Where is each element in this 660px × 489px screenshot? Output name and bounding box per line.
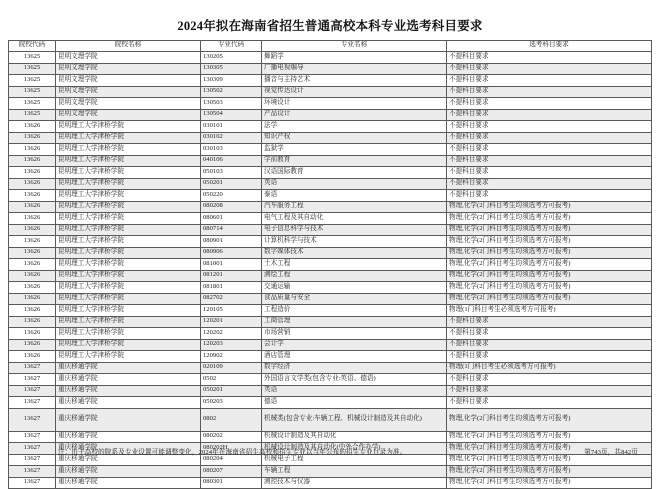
- cell-major-code: 080208: [201, 201, 262, 213]
- cell-major-name: 计算机科学与技术: [262, 236, 447, 248]
- cell-major-code: 050103: [201, 167, 262, 179]
- cell-major-code: 130205: [201, 52, 262, 64]
- cell-college-code: 13627: [9, 443, 56, 455]
- cell-requirement: 不提科目要求: [447, 132, 652, 144]
- table-row: [9, 328, 652, 340]
- page-title: 2024年拟在海南省招生普通高校本科专业选考科目要求: [177, 19, 483, 33]
- table-row: [9, 98, 652, 110]
- cell-major-code: 020109: [201, 362, 262, 374]
- cell-major-name: 外国语言文学类(包含专业:英语、德语): [262, 374, 447, 386]
- column-header-college-code: 院校代码: [9, 40, 56, 52]
- cell-major-code: 030101: [201, 121, 262, 133]
- cell-requirement: 不提科目要求: [447, 178, 652, 190]
- table-row: [9, 167, 652, 179]
- cell-college-code: 13626: [9, 270, 56, 282]
- table-row: [9, 351, 652, 363]
- cell-college-name: 昆明理工大学津桥学院: [56, 224, 201, 236]
- cell-college-name: 重庆移通学院: [56, 362, 201, 374]
- cell-requirement: 不提科目要求: [447, 155, 652, 167]
- cell-college-code: 13626: [9, 155, 56, 167]
- cell-college-name: 昆明理工大学津桥学院: [56, 305, 201, 317]
- cell-college-name: 昆明理工大学津桥学院: [56, 328, 201, 340]
- table-row: [9, 52, 652, 64]
- cell-college-code: 13626: [9, 351, 56, 363]
- cell-college-code: 13627: [9, 397, 56, 409]
- cell-major-code: 120202: [201, 328, 262, 340]
- table-row: [9, 477, 652, 489]
- cell-college-code: 13626: [9, 282, 56, 294]
- cell-college-code: 13626: [9, 316, 56, 328]
- cell-requirement: 物理,化学(2门科目考生均须选考方可报考): [447, 259, 652, 271]
- column-header-requirement: 选考科目要求: [447, 40, 652, 52]
- cell-major-code: 120105: [201, 305, 262, 317]
- cell-major-name: 法学: [262, 121, 447, 133]
- cell-college-name: 昆明理工大学津桥学院: [56, 339, 201, 351]
- table-row: [9, 247, 652, 259]
- cell-requirement: 不提科目要求: [447, 52, 652, 64]
- cell-college-code: 13626: [9, 201, 56, 213]
- cell-major-code: 081801: [201, 282, 262, 294]
- table-row: [9, 362, 652, 374]
- cell-major-name: 土木工程: [262, 259, 447, 271]
- cell-college-name: 昆明理工大学津桥学院: [56, 121, 201, 133]
- cell-requirement: 不提科目要求: [447, 397, 652, 409]
- column-header-major-code: 专业代码: [201, 40, 262, 52]
- cell-college-name: 昆明文理学院: [56, 75, 201, 87]
- cell-major-name: 机械设计制造及其自动化: [262, 431, 447, 443]
- table-row: [9, 63, 652, 75]
- cell-requirement: 不提科目要求: [447, 316, 652, 328]
- cell-college-code: 13627: [9, 466, 56, 478]
- cell-major-code: 120201: [201, 316, 262, 328]
- cell-requirement: 不提科目要求: [447, 86, 652, 98]
- cell-major-name: 数字经济: [262, 362, 447, 374]
- cell-requirement: 不提科目要求: [447, 63, 652, 75]
- cell-college-code: 13626: [9, 132, 56, 144]
- cell-college-code: 13626: [9, 190, 56, 202]
- cell-major-name: 视觉传达设计: [262, 86, 447, 98]
- cell-requirement: 物理,化学(2门科目考生均须选考方可报考): [447, 247, 652, 259]
- cell-college-name: 重庆移通学院: [56, 477, 201, 489]
- cell-major-name: 英语: [262, 385, 447, 397]
- cell-college-name: 昆明理工大学津桥学院: [56, 144, 201, 156]
- cell-requirement: 不提科目要求: [447, 385, 652, 397]
- cell-college-code: 13626: [9, 167, 56, 179]
- cell-major-name: 食品质量与安全: [262, 293, 447, 305]
- column-header-major-name: 专业名称: [262, 40, 447, 52]
- cell-college-code: 13626: [9, 259, 56, 271]
- cell-college-code: 13627: [9, 454, 56, 466]
- cell-requirement: 不提科目要求: [447, 75, 652, 87]
- cell-college-name: 昆明文理学院: [56, 109, 201, 121]
- cell-major-code: 081001: [201, 259, 262, 271]
- cell-college-code: 13626: [9, 247, 56, 259]
- cell-college-name: 昆明理工大学津桥学院: [56, 316, 201, 328]
- table-row: [9, 132, 652, 144]
- table-row: [9, 431, 652, 443]
- cell-college-name: 昆明理工大学津桥学院: [56, 167, 201, 179]
- table-row: [9, 316, 652, 328]
- cell-requirement: 物理,化学(2门科目考生均须选考方可报考): [447, 270, 652, 282]
- cell-major-name: 产品设计: [262, 109, 447, 121]
- cell-major-code: 130503: [201, 98, 262, 110]
- cell-college-name: 昆明理工大学津桥学院: [56, 259, 201, 271]
- cell-requirement: 不提科目要求: [447, 121, 652, 133]
- major-requirements-table: [8, 40, 652, 489]
- cell-requirement: 不提科目要求: [447, 190, 652, 202]
- table-header-row: [9, 40, 652, 52]
- cell-major-name: 知识产权: [262, 132, 447, 144]
- cell-college-code: 13627: [9, 408, 56, 431]
- cell-college-code: 13626: [9, 328, 56, 340]
- cell-requirement: 物理,化学(2门科目考生均须选考方可报考): [447, 443, 652, 455]
- cell-college-name: 昆明理工大学津桥学院: [56, 247, 201, 259]
- cell-major-name: 市场营销: [262, 328, 447, 340]
- cell-college-code: 13625: [9, 86, 56, 98]
- table-row: [9, 374, 652, 386]
- cell-major-code: 130502: [201, 86, 262, 98]
- cell-requirement: 不提科目要求: [447, 328, 652, 340]
- table-row: [9, 408, 652, 431]
- cell-requirement: 不提科目要求: [447, 109, 652, 121]
- cell-major-code: 080207: [201, 466, 262, 478]
- cell-requirement: 物理,化学(2门科目考生均须选考方可报考): [447, 477, 652, 489]
- cell-major-name: 环境设计: [262, 98, 447, 110]
- cell-college-name: 昆明理工大学津桥学院: [56, 178, 201, 190]
- table-row: [9, 201, 652, 213]
- cell-requirement: 物理(1门科目考生必须选考方可报考): [447, 305, 652, 317]
- table-row: [9, 293, 652, 305]
- cell-major-name: 交通运输: [262, 282, 447, 294]
- cell-major-name: 泰语: [262, 190, 447, 202]
- cell-major-name: 机械电子工程: [262, 454, 447, 466]
- cell-major-name: 酒店管理: [262, 351, 447, 363]
- table-row: [9, 121, 652, 133]
- cell-major-code: 050201: [201, 178, 262, 190]
- cell-college-name: 昆明文理学院: [56, 86, 201, 98]
- table-row: [9, 190, 652, 202]
- cell-requirement: 物理,化学(2门科目考生均须选考方可报考): [447, 431, 652, 443]
- cell-major-code: 130305: [201, 63, 262, 75]
- cell-college-code: 13627: [9, 477, 56, 489]
- cell-college-name: 重庆移通学院: [56, 431, 201, 443]
- cell-major-code: 120902: [201, 351, 262, 363]
- cell-requirement: 不提科目要求: [447, 167, 652, 179]
- table-row: [9, 339, 652, 351]
- cell-college-name: 昆明理工大学津桥学院: [56, 270, 201, 282]
- cell-college-code: 13626: [9, 144, 56, 156]
- page-footer: [0, 446, 660, 456]
- table-row: [9, 305, 652, 317]
- cell-college-code: 13626: [9, 339, 56, 351]
- cell-major-code: 081201: [201, 270, 262, 282]
- cell-college-code: 13625: [9, 98, 56, 110]
- cell-college-name: 昆明理工大学津桥学院: [56, 190, 201, 202]
- cell-college-name: 昆明理工大学津桥学院: [56, 236, 201, 248]
- cell-college-code: 13625: [9, 109, 56, 121]
- cell-college-name: 昆明理工大学津桥学院: [56, 201, 201, 213]
- cell-college-name: 昆明理工大学津桥学院: [56, 155, 201, 167]
- table-row: [9, 213, 652, 225]
- cell-requirement: 物理,化学(2门科目考生均须选考方可报考): [447, 201, 652, 213]
- cell-college-code: 13627: [9, 374, 56, 386]
- cell-major-name: 车辆工程: [262, 466, 447, 478]
- cell-college-name: 昆明理工大学津桥学院: [56, 213, 201, 225]
- cell-college-code: 13626: [9, 213, 56, 225]
- cell-major-name: 播音与主持艺术: [262, 75, 447, 87]
- table-row: [9, 155, 652, 167]
- cell-college-name: 昆明文理学院: [56, 52, 201, 64]
- cell-major-name: 工程造价: [262, 305, 447, 317]
- cell-major-name: 汉语国际教育: [262, 167, 447, 179]
- cell-major-name: 数字媒体技术: [262, 247, 447, 259]
- table-row: [9, 144, 652, 156]
- footer-note: 注：由于高校的院系及专业设置可能调整变化，2024年在海南省招生高校和招生专业以当年公布的招生专业目录为准。: [58, 449, 407, 456]
- cell-major-name: 机械设计制造及其自动化(中外合作办学): [262, 443, 447, 455]
- cell-major-code: 130504: [201, 109, 262, 121]
- cell-requirement: 物理,化学(2门科目考生均须选考方可报考): [447, 466, 652, 478]
- cell-major-code: 040106: [201, 155, 262, 167]
- cell-major-code: 080901: [201, 236, 262, 248]
- cell-college-name: 重庆移通学院: [56, 385, 201, 397]
- cell-requirement: 不提科目要求: [447, 339, 652, 351]
- cell-college-name: 昆明理工大学津桥学院: [56, 282, 201, 294]
- table-row: [9, 466, 652, 478]
- cell-major-code: 080202: [201, 431, 262, 443]
- table-header: [9, 40, 652, 52]
- cell-college-code: 13626: [9, 305, 56, 317]
- cell-college-code: 13627: [9, 362, 56, 374]
- table-body: [9, 52, 652, 489]
- cell-college-code: 13626: [9, 293, 56, 305]
- column-header-college-name: 院校名称: [56, 40, 201, 52]
- table-row: [9, 259, 652, 271]
- cell-college-code: 13627: [9, 385, 56, 397]
- cell-requirement: 物理(1门科目考生必须选考方可报考): [447, 362, 652, 374]
- cell-college-name: 重庆移通学院: [56, 466, 201, 478]
- cell-major-name: 测绘工程: [262, 270, 447, 282]
- table-row: [9, 397, 652, 409]
- cell-major-name: 测控技术与仪器: [262, 477, 447, 489]
- cell-major-code: 130309: [201, 75, 262, 87]
- table-row: [9, 86, 652, 98]
- table-container: [0, 40, 660, 489]
- cell-major-name: 德语: [262, 397, 447, 409]
- cell-requirement: 物理,化学(2门科目考生均须选考方可报考): [447, 408, 652, 431]
- cell-major-code: 080301: [201, 477, 262, 489]
- cell-major-code: 0502: [201, 374, 262, 386]
- cell-college-code: 13626: [9, 121, 56, 133]
- cell-major-code: 030103: [201, 144, 262, 156]
- cell-major-code: 080204: [201, 454, 262, 466]
- cell-requirement: 物理,化学(2门科目考生均须选考方可报考): [447, 293, 652, 305]
- cell-requirement: 物理,化学(2门科目考生均须选考方可报考): [447, 454, 652, 466]
- cell-college-name: 昆明文理学院: [56, 63, 201, 75]
- cell-major-name: 工商管理: [262, 316, 447, 328]
- cell-requirement: 物理,化学(2门科目考生均须选考方可报考): [447, 236, 652, 248]
- cell-major-name: 机械类(包含专业:车辆工程、机械设计制造及其自动化): [262, 408, 447, 431]
- cell-requirement: 物理,化学(2门科目考生均须选考方可报考): [447, 282, 652, 294]
- table-row: [9, 178, 652, 190]
- cell-college-name: 昆明文理学院: [56, 98, 201, 110]
- table-row: [9, 224, 652, 236]
- cell-college-code: 13625: [9, 63, 56, 75]
- cell-major-name: 学前教育: [262, 155, 447, 167]
- cell-major-name: 英语: [262, 178, 447, 190]
- cell-major-name: 广播电视编导: [262, 63, 447, 75]
- cell-major-name: 舞蹈学: [262, 52, 447, 64]
- cell-requirement: 物理,化学(2门科目考生均须选考方可报考): [447, 213, 652, 225]
- table-row: [9, 270, 652, 282]
- cell-major-code: 080601: [201, 213, 262, 225]
- cell-major-code: 080906: [201, 247, 262, 259]
- table-row: [9, 75, 652, 87]
- cell-major-name: 汽车服务工程: [262, 201, 447, 213]
- cell-major-code: 120203: [201, 339, 262, 351]
- cell-major-name: 会计学: [262, 339, 447, 351]
- cell-requirement: 不提科目要求: [447, 98, 652, 110]
- cell-major-code: 082702: [201, 293, 262, 305]
- cell-college-code: 13625: [9, 52, 56, 64]
- cell-college-name: 重庆移通学院: [56, 374, 201, 386]
- cell-college-name: 重庆移通学院: [56, 397, 201, 409]
- cell-college-name: 昆明理工大学津桥学院: [56, 293, 201, 305]
- cell-college-code: 13625: [9, 75, 56, 87]
- cell-requirement: 不提科目要求: [447, 374, 652, 386]
- table-row: [9, 236, 652, 248]
- cell-major-code: 0802: [201, 408, 262, 431]
- cell-college-code: 13626: [9, 236, 56, 248]
- footer-page-number: 第743页，共842页: [584, 449, 638, 456]
- table-row: [9, 109, 652, 121]
- cell-major-code: 080202H: [201, 443, 262, 455]
- cell-major-code: 050203: [201, 397, 262, 409]
- cell-major-code: 030102: [201, 132, 262, 144]
- table-row: [9, 282, 652, 294]
- cell-requirement: 不提科目要求: [447, 144, 652, 156]
- cell-requirement: 不提科目要求: [447, 351, 652, 363]
- cell-requirement: 物理,化学(2门科目考生均须选考方可报考): [447, 224, 652, 236]
- cell-college-code: 13626: [9, 178, 56, 190]
- cell-major-name: 电子信息科学与技术: [262, 224, 447, 236]
- cell-college-name: 昆明理工大学津桥学院: [56, 351, 201, 363]
- cell-major-name: 监狱学: [262, 144, 447, 156]
- cell-major-name: 电气工程及其自动化: [262, 213, 447, 225]
- cell-college-name: 重庆移通学院: [56, 443, 201, 455]
- cell-college-name: 重庆移通学院: [56, 408, 201, 431]
- cell-major-code: 080714: [201, 224, 262, 236]
- cell-college-name: 重庆移通学院: [56, 454, 201, 466]
- table-row: [9, 385, 652, 397]
- cell-major-code: 050220: [201, 190, 262, 202]
- cell-college-code: 13627: [9, 431, 56, 443]
- cell-college-name: 昆明理工大学津桥学院: [56, 132, 201, 144]
- cell-major-code: 050201: [201, 385, 262, 397]
- cell-college-code: 13626: [9, 224, 56, 236]
